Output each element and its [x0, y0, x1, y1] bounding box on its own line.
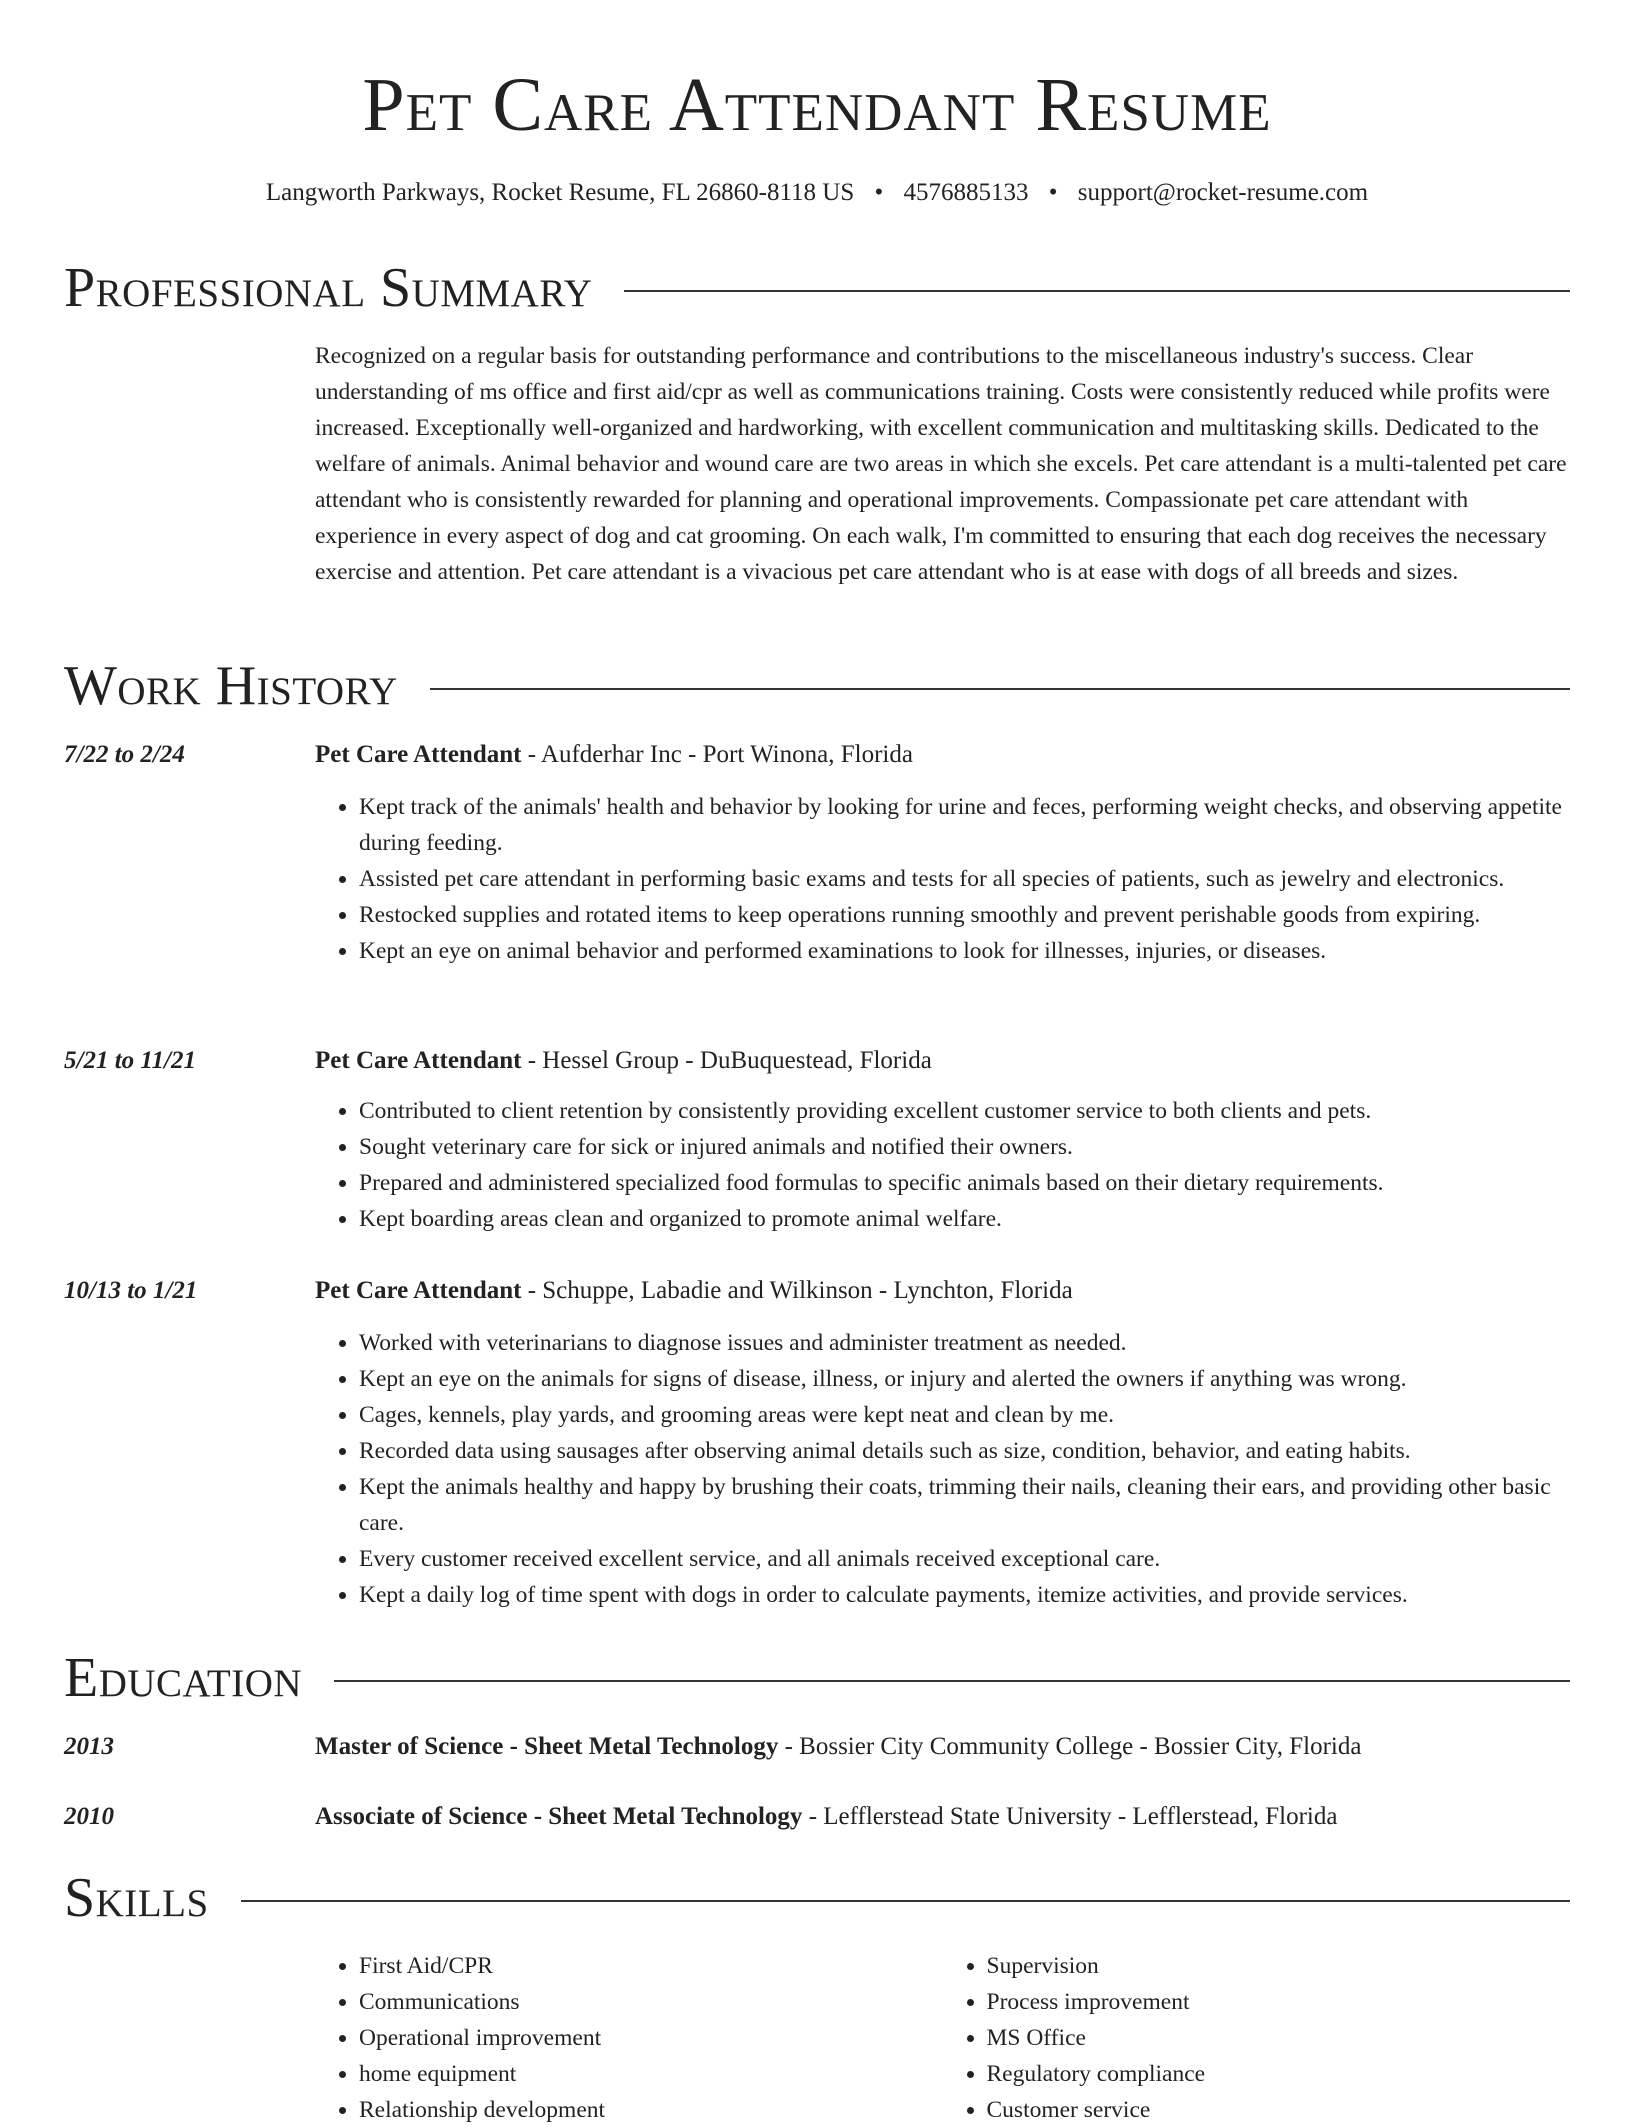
list-item: • Relationship development [359, 2092, 943, 2128]
list-item: • Contributed to client retention by consistently providing excellent customer service to both clients and pets. [359, 1093, 1570, 1129]
list-item: • Prepared and administered specialized food formulas to specific animals based on their dietary requirements. [359, 1165, 1570, 1201]
resume-title: Pet Care Attendant Resume [362, 63, 1272, 147]
skills-column-right [943, 1948, 1571, 2128]
job-title: Pet Care Attendant [315, 1047, 522, 1074]
skills-list [315, 1948, 1570, 2128]
list-item: • Communications [359, 1984, 943, 2020]
job-bullets [315, 789, 1570, 969]
list-item: • Operational improvement [359, 2020, 943, 2056]
job-employer: - Hessel Group - DuBuquestead, Florida [521, 1047, 932, 1074]
contact-phone: 4576885133 [903, 179, 1029, 206]
job-date: 7/22 to 2/24 [64, 741, 185, 768]
contact-address: Langworth Parkways, Rocket Resume, FL 26860-8118 US [265, 179, 855, 206]
education-school: - Bossier City Community College - Bossier City, Florida [778, 1733, 1362, 1760]
summary-text: Recognized on a regular basis for outstanding performance and contributions to the miscellaneous industry's success. Clear understanding of ms office and first aid/cpr as well as communications training. Costs were consistently reduced while profits were increased. Exceptionally well-organized and hardworking, with excellent communication and multitasking skills. Dedicated to the welfare of animals. Animal behavior and wound care are two areas in which she excels. Pet care attendant is a multi-talented pet care attendant who is consistently rewarded for planning and operational improvements. Compassionate pet care attendant with experience in every aspect of dog and cat grooming. On each walk, I'm committed to ensuring that each dog receives the necessary exercise and attention. Pet care attendant is a vivacious pet care attendant who is at ease with dogs of all breeds and sizes. [315, 343, 1567, 585]
list-item: • Kept track of the animals' health and behavior by looking for urine and feces, performing weight checks, and observing appetite during feeding. [359, 789, 1570, 861]
job-title: Pet Care Attendant [315, 1277, 522, 1304]
job-title-line [315, 1273, 1570, 1309]
education-line [315, 1729, 1570, 1765]
section-divider [430, 688, 1570, 690]
job-title-line [315, 737, 1570, 773]
section-title: Professional Summary [64, 257, 593, 319]
job-bullets [315, 1325, 1570, 1613]
list-item: • Kept an eye on animal behavior and performed examinations to look for illnesses, injuries, or diseases. [359, 933, 1570, 969]
list-item: • Restocked supplies and rotated items to keep operations running smoothly and prevent perishable goods from expiring. [359, 897, 1570, 933]
job-title: Pet Care Attendant [315, 741, 522, 768]
job-employer: - Aufderhar Inc - Port Winona, Florida [521, 741, 913, 768]
list-item: • Kept an eye on the animals for signs of disease, illness, or injury and alerted the owners if anything was wrong. [359, 1361, 1570, 1397]
list-item: • MS Office [987, 2020, 1571, 2056]
skills-column-left [315, 1948, 943, 2128]
list-item: • Process improvement [987, 1984, 1571, 2020]
education-degree: Associate of Science - Sheet Metal Technology [315, 1803, 803, 1830]
section-title: Education [64, 1647, 303, 1709]
list-item: • home equipment [359, 2056, 943, 2092]
job-title-line [315, 1043, 1570, 1079]
section-divider [241, 1900, 1570, 1902]
education-date: 2010 [64, 1803, 114, 1830]
section-header-education [64, 1648, 1570, 1708]
list-item: • Every customer received excellent service, and all animals received exceptional care. [359, 1541, 1570, 1577]
job-date: 5/21 to 11/21 [64, 1047, 196, 1074]
list-item: • Assisted pet care attendant in performing basic exams and tests for all species of patients, such as jewelry and electronics. [359, 861, 1570, 897]
job-bullets [315, 1093, 1570, 1237]
list-item: • Recorded data using sausages after observing animal details such as size, condition, behavior, and eating habits. [359, 1433, 1570, 1469]
education-degree: Master of Science - Sheet Metal Technology [315, 1733, 779, 1760]
section-title: Work History [64, 655, 398, 717]
section-header-work-history [64, 656, 1570, 716]
list-item: • Sought veterinary care for sick or injured animals and notified their owners. [359, 1129, 1570, 1165]
education-line [315, 1799, 1570, 1835]
education-school: - Lefflerstead State University - Lefflerstead, Florida [802, 1803, 1338, 1830]
contact-line [64, 178, 1570, 208]
section-divider [624, 290, 1570, 292]
list-item: • Customer service [987, 2092, 1571, 2128]
resume-page [64, 0, 1570, 2123]
list-item: • Worked with veterinarians to diagnose issues and administer treatment as needed. [359, 1325, 1570, 1361]
list-item: • Cages, kennels, play yards, and grooming areas were kept neat and clean by me. [359, 1397, 1570, 1433]
section-header-skills [64, 1868, 1570, 1928]
contact-email: support@rocket-resume.com [1077, 179, 1369, 206]
list-item: • Supervision [987, 1948, 1571, 1984]
contact-separator: • [874, 179, 884, 206]
job-date: 10/13 to 1/21 [64, 1277, 198, 1304]
list-item: • Regulatory compliance [987, 2056, 1571, 2092]
section-title: Skills [64, 1867, 209, 1929]
job-employer: - Schuppe, Labadie and Wilkinson - Lynchton, Florida [521, 1277, 1073, 1304]
section-header-summary [64, 258, 1570, 318]
list-item: • Kept the animals healthy and happy by brushing their coats, trimming their nails, cleaning their ears, and providing other basic care. [359, 1469, 1570, 1541]
education-date: 2013 [64, 1733, 114, 1760]
section-divider [334, 1680, 1570, 1682]
list-item: • First Aid/CPR [359, 1948, 943, 1984]
list-item: • Kept boarding areas clean and organized to promote animal welfare. [359, 1201, 1570, 1237]
list-item: • Kept a daily log of time spent with dogs in order to calculate payments, itemize activities, and provide services. [359, 1577, 1570, 1613]
contact-separator: • [1048, 179, 1058, 206]
